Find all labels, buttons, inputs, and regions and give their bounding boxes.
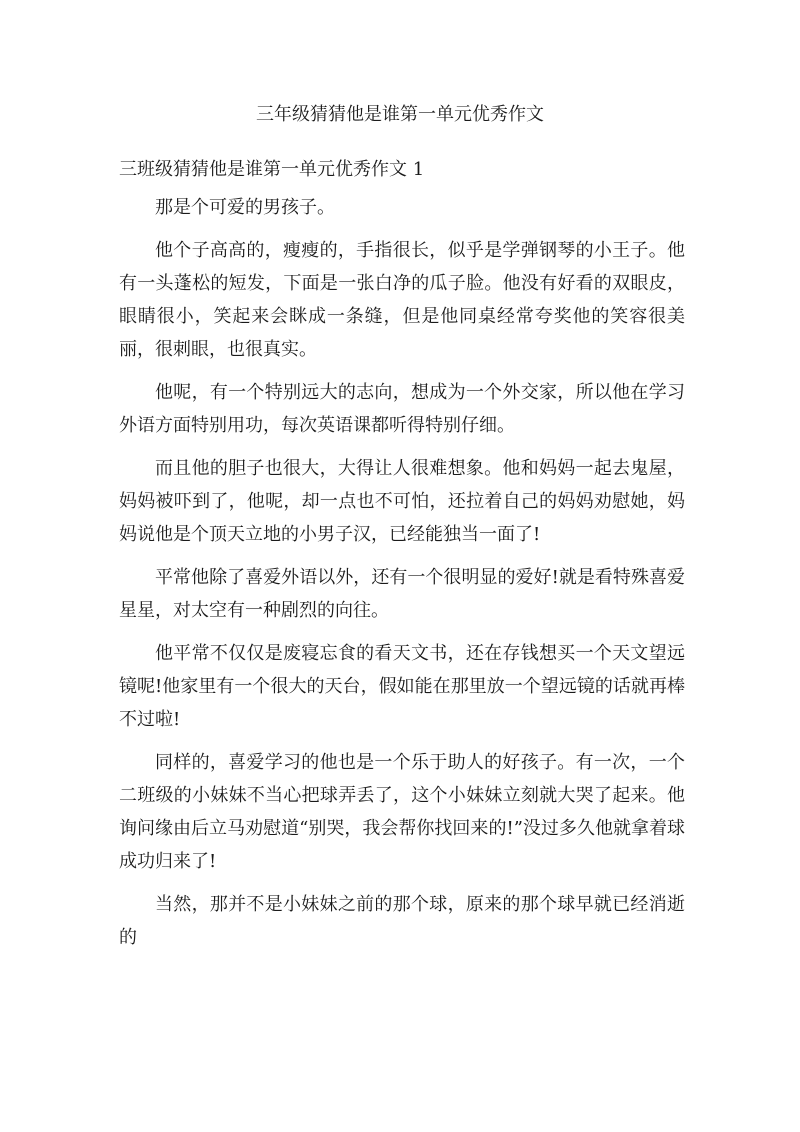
- paragraph-5: 平常他除了喜爱外语以外，还有一个很明显的爱好!就是看特殊喜爱星星，对太空有一种剧烈的向往。: [119, 567, 685, 621]
- paragraph-4: 而且他的胆子也很大，大得让人很难想象。他和妈妈一起去鬼屋，妈妈被吓到了，他呢，却一点也不可怕，还拉着自己的妈妈劝慰她，妈妈说他是个顶天立地的小男子汉，已经能独当一面了!: [119, 458, 685, 545]
- document-body: [119, 191, 685, 964]
- document-subtitle: 三班级猜猜他是谁第一单元优秀作文 1: [119, 159, 425, 180]
- paragraph-7: 同样的，喜爱学习的他也是一个乐于助人的好孩子。有一次，一个二班级的小妹妹不当心把球弄丢了，这个小妹妹立刻就大哭了起来。他询问缘由后立马劝慰道“别哭，我会帮你找回来的!”没过多久他就拿着球成功归来了!: [119, 752, 685, 872]
- paragraph-8: 当然，那并不是小妹妹之前的那个球，原来的那个球早就已经消逝的: [119, 894, 685, 948]
- paragraph-3: 他呢，有一个特别远大的志向，想成为一个外交家，所以他在学习外语方面特别用功，每次英语课都听得特别仔细。: [119, 382, 685, 436]
- paragraph-1: 那是个可爱的男孩子。: [155, 197, 335, 218]
- document-title: 三年级猜猜他是谁第一单元优秀作文: [256, 104, 544, 125]
- paragraph-6: 他平常不仅仅是废寝忘食的看天文书，还在存钱想买一个天文望远镜呢!他家里有一个很大的天台，假如能在那里放一个望远镜的话就再棒不过啦!: [119, 643, 685, 730]
- paragraph-2: 他个子高高的，瘦瘦的，手指很长，似乎是学弹钢琴的小王子。他有一头蓬松的短发，下面是一张白净的瓜子脸。他没有好看的双眼皮，眼睛很小，笑起来会眯成一条缝，但是他同桌经常夸奖他的笑容很美丽，很刺眼，也很真实。: [119, 240, 685, 360]
